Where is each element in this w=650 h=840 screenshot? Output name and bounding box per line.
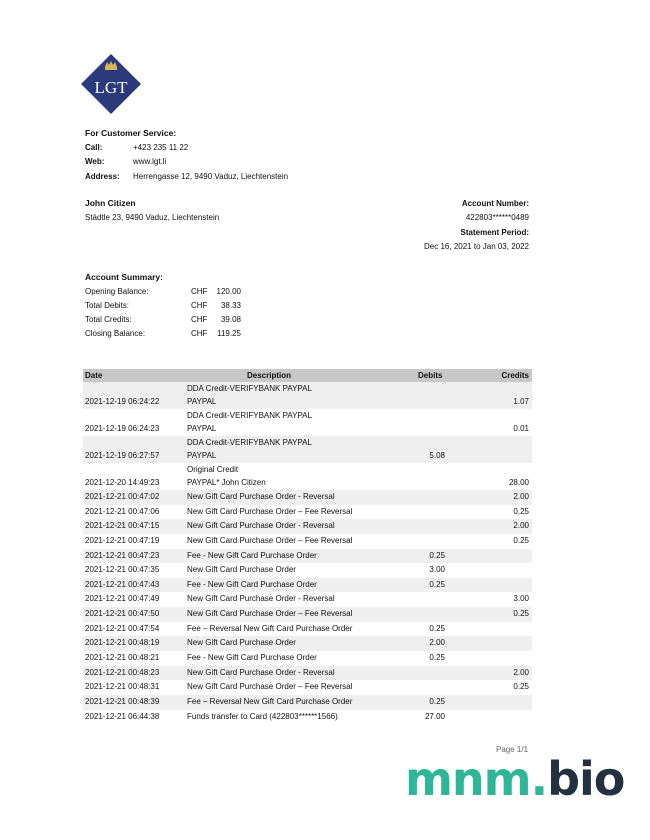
account-number-label: Account Number: xyxy=(461,199,529,208)
row-date: 2021-12-21 00:47:23 xyxy=(85,550,160,560)
row-date: 2021-12-21 00:48:21 xyxy=(85,653,160,663)
row-date: 2021-12-21 06:44:38 xyxy=(85,711,160,721)
row-date: 2021-12-20 14:49:23 xyxy=(85,478,160,487)
statement-period: Dec 16, 2021 to Jan 03, 2022 xyxy=(424,242,529,251)
row-description-line2: PAYPAL xyxy=(187,424,217,433)
row-date: 2021-12-21 00:47:06 xyxy=(85,506,160,516)
table-row xyxy=(83,666,532,681)
row-date: 2021-12-21 00:47:35 xyxy=(85,565,160,575)
page-number: Page 1/1 xyxy=(496,745,529,754)
summary-label: Total Credits: xyxy=(85,315,132,324)
table-row xyxy=(83,519,532,534)
summary-label: Total Debits: xyxy=(85,301,130,310)
table-row xyxy=(83,549,532,564)
watermark-part2: bio xyxy=(547,752,625,806)
row-debit: 0.25 xyxy=(429,550,445,560)
row-description: New Gift Card Purchase Order - Reversal xyxy=(187,667,335,677)
account-number: 422803******0489 xyxy=(465,213,529,222)
row-date: 2021-12-21 00:47:19 xyxy=(85,535,160,545)
row-description: New Gift Card Purchase Order - Reversal xyxy=(187,492,335,501)
row-date: 2021-12-21 00:47:02 xyxy=(85,492,160,501)
table-row xyxy=(83,534,532,549)
row-description: Funds transfer to Card (422803******1566) xyxy=(187,711,338,721)
summary-amount: 119.25 xyxy=(217,329,241,338)
call-label: Call: xyxy=(85,143,103,152)
address-value: Herrengasse 12, 9490 Vaduz, Liechtenstein xyxy=(133,172,289,181)
row-credit: 28.00 xyxy=(508,478,529,487)
table-row xyxy=(83,695,532,710)
row-description: New Gift Card Purchase Order xyxy=(187,565,296,575)
row-description: New Gift Card Purchase Order xyxy=(187,638,296,648)
lgt-logo xyxy=(80,53,142,115)
table-row xyxy=(83,680,532,695)
row-date: 2021-12-21 00:47:49 xyxy=(85,594,160,604)
row-description: New Gift Card Purchase Order - Reversal xyxy=(187,594,335,604)
web-label: Web: xyxy=(85,157,105,166)
row-date: 2021-12-21 00:48:23 xyxy=(85,667,160,677)
summary-amount: 39.08 xyxy=(220,315,241,324)
call-value: +423 235 11 22 xyxy=(133,143,189,152)
summary-amount: 38.33 xyxy=(220,301,241,310)
table-row xyxy=(83,592,532,607)
row-description: New Gift Card Purchase Order – Fee Reversal xyxy=(187,535,353,545)
row-date: 2021-12-21 00:47:50 xyxy=(85,609,160,619)
row-credit: 1.07 xyxy=(513,397,529,406)
row-description: New Gift Card Purchase Order – Fee Reversal xyxy=(187,609,353,619)
row-description-line2: PAYPAL xyxy=(187,397,217,406)
row-debit: 0.25 xyxy=(429,696,445,706)
row-credit: 0.25 xyxy=(513,506,529,516)
summary-currency: CHF xyxy=(191,315,208,324)
row-description: Original Credit xyxy=(187,465,239,474)
row-debit: 0.25 xyxy=(429,623,445,633)
account-summary-title: Account Summary: xyxy=(85,272,163,282)
header-credits: Credits xyxy=(501,371,529,380)
summary-label: Closing Balance: xyxy=(85,329,146,338)
row-credit: 3.00 xyxy=(513,594,529,604)
header-description: Description xyxy=(247,371,292,380)
table-header xyxy=(83,369,532,382)
web-value: www.lgt.li xyxy=(133,157,167,166)
table-row xyxy=(83,463,532,490)
row-date: 2021-12-21 00:48:19 xyxy=(85,638,160,648)
svg-text:LGT: LGT xyxy=(94,78,128,97)
header-date: Date xyxy=(85,371,103,380)
row-date: 2021-12-21 00:48:39 xyxy=(85,696,160,706)
table-row xyxy=(83,710,532,725)
table-row xyxy=(83,607,532,622)
summary-currency: CHF xyxy=(191,329,208,338)
row-description: Fee – Reversal New Gift Card Purchase Order xyxy=(187,696,353,706)
row-date: 2021-12-21 00:47:15 xyxy=(85,521,160,531)
row-credit: 2.00 xyxy=(513,667,529,677)
row-credit: 2.00 xyxy=(513,521,529,531)
table-row xyxy=(83,636,532,651)
table-row xyxy=(83,563,532,578)
row-debit: 0.25 xyxy=(429,653,445,663)
address-label: Address: xyxy=(85,172,120,181)
customer-name: John Citizen xyxy=(85,198,136,208)
row-description-line2: PAYPAL xyxy=(187,451,217,460)
customer-service-title: For Customer Service: xyxy=(85,128,177,138)
row-description: DDA Credit-VERIFYBANK PAYPAL xyxy=(187,438,312,447)
row-date: 2021-12-21 00:48:31 xyxy=(85,682,160,692)
table-row xyxy=(83,436,532,463)
table-row xyxy=(83,578,532,593)
table-row xyxy=(83,622,532,637)
row-description: Fee - New Gift Card Purchase Order xyxy=(187,653,317,663)
customer-address: Städtle 23, 9490 Vaduz, Liechtenstein xyxy=(85,213,220,222)
summary-currency: CHF xyxy=(191,301,208,310)
transactions-table xyxy=(83,369,532,724)
row-debit: 27.00 xyxy=(424,711,445,721)
table-row xyxy=(83,409,532,436)
row-date: 2021-12-21 00:47:54 xyxy=(85,623,160,633)
row-date: 2021-12-19 06:27:57 xyxy=(85,451,160,460)
row-debit: 2.00 xyxy=(429,638,445,648)
row-date: 2021-12-19 06:24:22 xyxy=(85,397,160,406)
row-credit: 0.25 xyxy=(513,682,529,692)
table-row xyxy=(83,651,532,666)
watermark xyxy=(405,752,624,806)
summary-amount: 120.00 xyxy=(216,287,241,296)
row-debit: 5.08 xyxy=(429,451,445,460)
row-credit: 0.25 xyxy=(513,609,529,619)
row-credit: 0.01 xyxy=(513,424,529,433)
row-debit: 0.25 xyxy=(429,579,445,589)
row-credit: 0.25 xyxy=(513,535,529,545)
row-date: 2021-12-21 00:47:43 xyxy=(85,579,160,589)
table-body xyxy=(83,382,532,724)
table-row xyxy=(83,505,532,520)
summary-label: Opening Balance: xyxy=(85,287,149,296)
table-row xyxy=(83,382,532,409)
watermark-part1: mnm. xyxy=(405,752,548,806)
row-date: 2021-12-19 06:24:23 xyxy=(85,424,160,433)
row-description: New Gift Card Purchase Order – Fee Reversal xyxy=(187,506,353,516)
row-description-line2: PAYPAL* John Citizen xyxy=(187,478,266,487)
row-credit: 2.00 xyxy=(513,492,529,501)
statement-period-label: Statement Period: xyxy=(460,228,529,237)
row-debit: 3.00 xyxy=(429,565,445,575)
row-description: New Gift Card Purchase Order - Reversal xyxy=(187,521,335,531)
table-row xyxy=(83,490,532,505)
row-description: Fee - New Gift Card Purchase Order xyxy=(187,579,317,589)
row-description: DDA Credit-VERIFYBANK PAYPAL xyxy=(187,411,312,420)
row-description: Fee - New Gift Card Purchase Order xyxy=(187,550,317,560)
row-description: New Gift Card Purchase Order – Fee Reversal xyxy=(187,682,353,692)
row-description: Fee – Reversal New Gift Card Purchase Order xyxy=(187,623,353,633)
summary-currency: CHF xyxy=(191,287,208,296)
header-debits: Debits xyxy=(418,371,443,380)
row-description: DDA Credit-VERIFYBANK PAYPAL xyxy=(187,384,312,393)
